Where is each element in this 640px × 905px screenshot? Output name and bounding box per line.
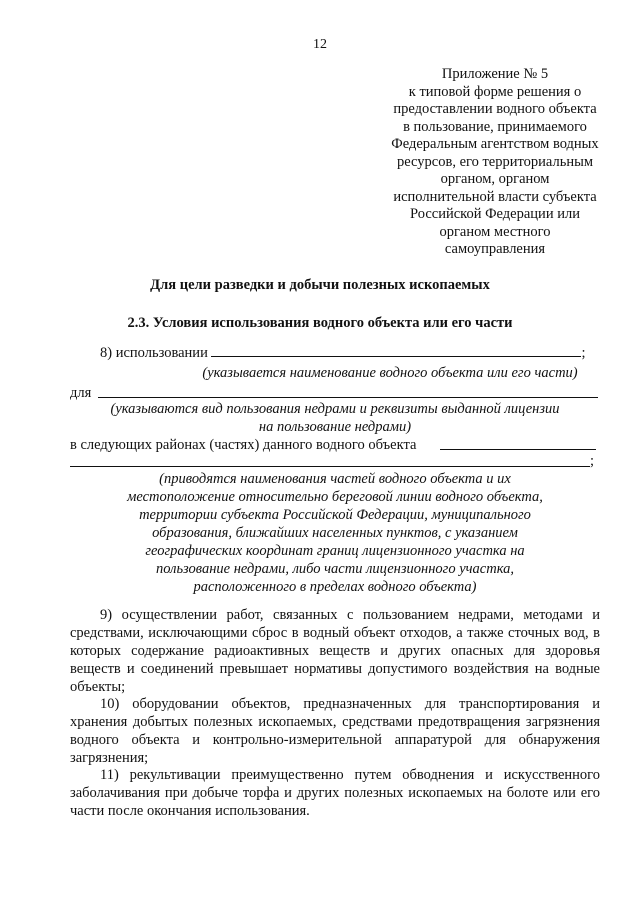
areas-hint-line: расположенного в пределах водного объекта) [193,579,477,595]
subsoil-hint-1: (указываются вид пользования недрами и реквизиты выданной лицензии [110,401,560,417]
water-body-hint: (указывается наименование водного объекта или его части) [202,365,578,381]
appendix-line: самоуправления [444,241,546,257]
appendix-line: Приложение № 5 [441,66,549,82]
subsoil-hint-2: на пользование недрами) [258,419,412,435]
paragraph-10: 10) оборудовании объектов, предназначенных для транспортирования и хранения добытых полезных ископаемых, средствами предотвращения загрязнения водного объекта и контрольно-измерительной аппаратурой для обнаружения загрязнения; [70,696,600,766]
appendix-line: ресурсов, его территориальным [397,153,593,170]
paragraph-9: 9) осуществлении работ, связанных с пользованием недрами, методами и средствами, исключающими сброс в водный объект отходов, а также сточных вод, в которых содержание радиоактивных веществ и других опасных для здоровья веществ и соединений превышает нормативы допустимого воздействия на водные объекты; [70,607,600,695]
paragraph-11: 11) рекультивации преимущественно путем обводнения и искусственного заболачивания при добыче торфа и других полезных ископаемых на болоте или его части после окончания использования. [70,767,600,819]
areas-hint [70,470,600,596]
for-label: для [70,385,92,401]
appendix-line: к типовой форме решения о [408,83,582,100]
areas-blank-2 [70,466,590,467]
section-heading: 2.3. Условия использования водного объекта или его части [127,315,513,331]
areas-hint-line: географических координат границ лицензионного участка на [145,543,525,559]
areas-hint-line: (приводятся наименования частей водного объекта и их [159,471,511,487]
areas-label: в следующих районах (частях) данного водного объекта [70,437,417,453]
appendix-line: в пользование, принимаемого [403,118,587,135]
item8-end: ; [581,345,586,361]
areas-hint-line: образования, ближайших населенных пунктов, с указанием [152,525,518,541]
item8-line [100,344,586,362]
appendix-line: Федеральным агентством водных [391,136,599,152]
areas-line [70,436,416,454]
appendix-block [364,66,626,259]
water-body-blank [211,356,581,357]
areas-hint-line: территории субъекта Российской Федерации, муниципального [139,507,531,523]
appendix-line: предоставлении водного объекта [393,101,597,117]
appendix-line: Российской Федерации или [410,206,580,222]
subsoil-use-blank [98,397,598,398]
areas-blank-1 [440,449,596,450]
areas-hint-line: местоположение относительно береговой линии водного объекта, [127,489,543,505]
areas-hint-line: пользование недрами, либо части лицензионного участка, [155,561,515,577]
appendix-line: органом местного [439,223,551,240]
page-number: 12 [313,37,327,52]
areas-end: ; [590,453,595,469]
appendix-line: органом, органом [440,171,550,187]
item8-label: 8) использовании [100,345,208,361]
appendix-line: исполнительной власти субъекта [393,188,597,205]
purpose-heading: Для цели разведки и добычи полезных ископаемых [150,277,490,293]
